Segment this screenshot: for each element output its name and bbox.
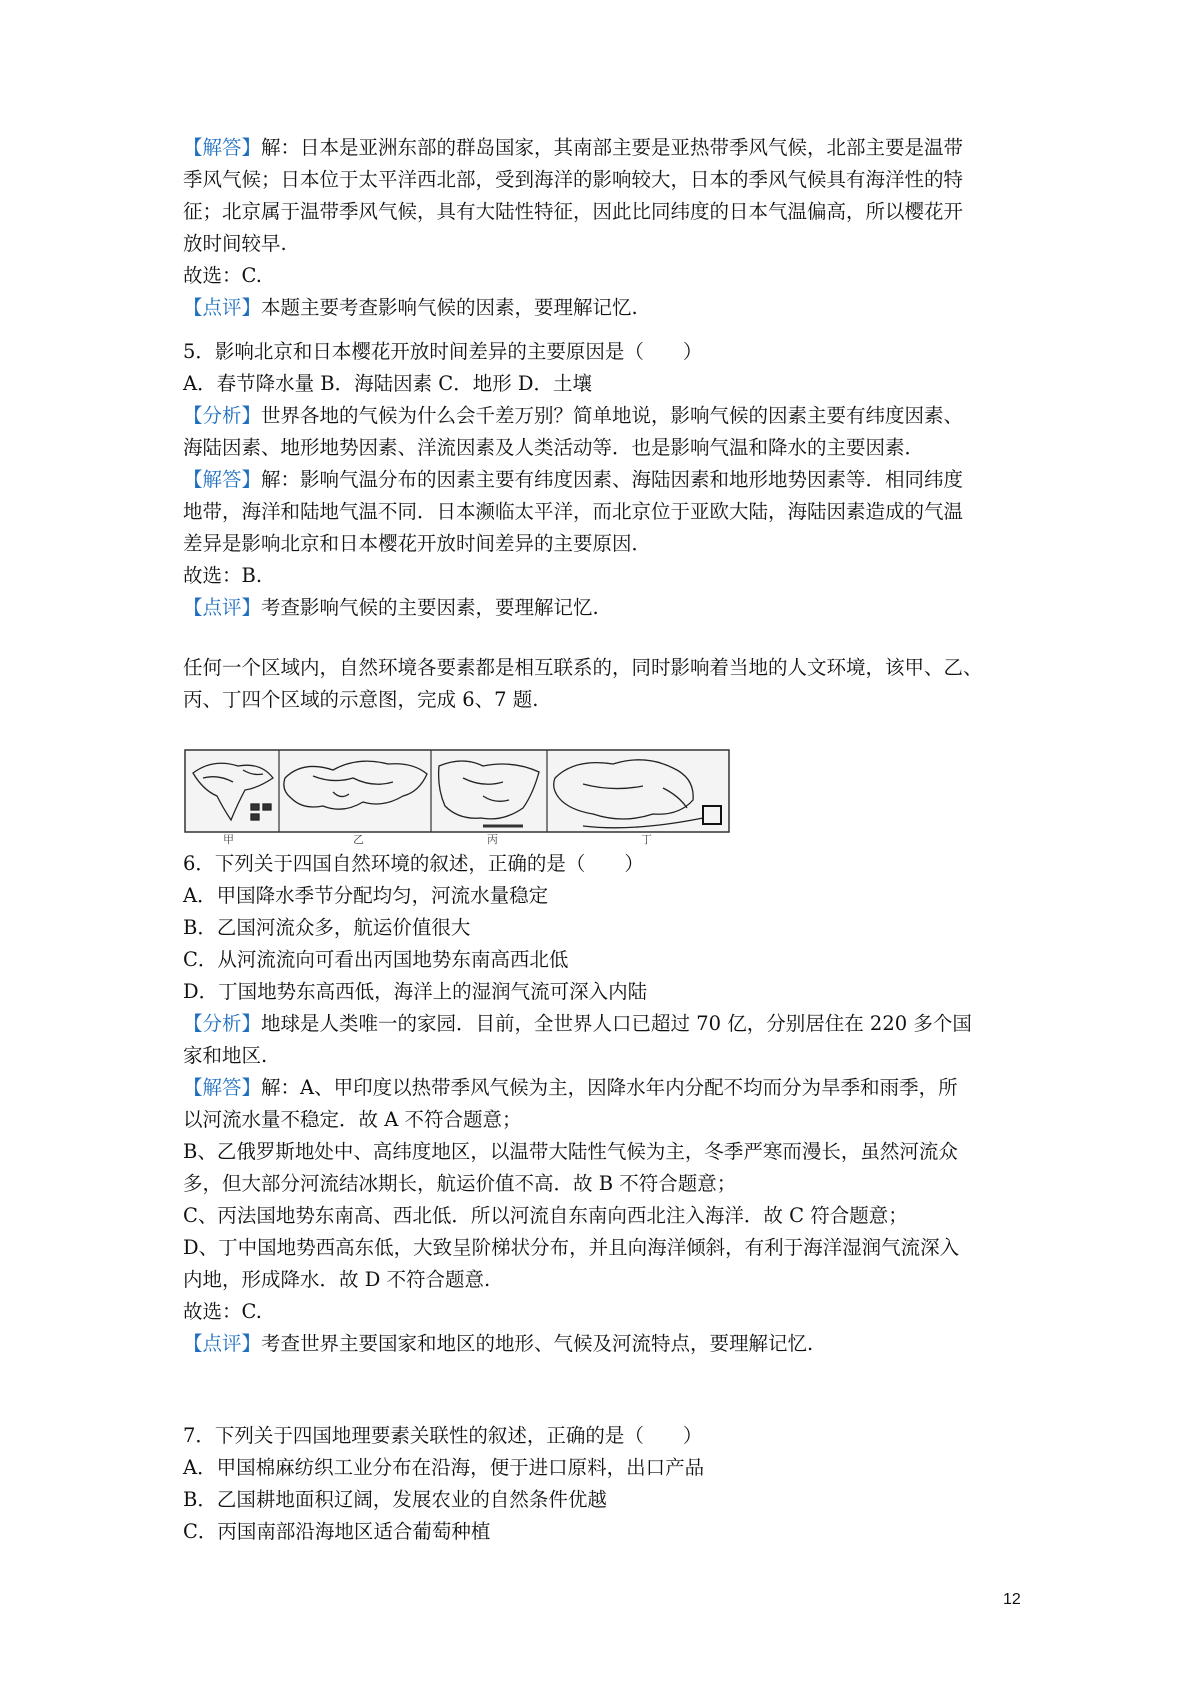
option-d: D．丁国地势东高西低，海洋上的湿润气流可深入内陆: [183, 980, 648, 1003]
question-5: [183, 336, 1028, 624]
answer-tag: 【解答】: [183, 136, 262, 159]
map-label-yi: 乙: [353, 833, 364, 845]
option-c: C．丙国南部沿海地区适合葡萄种植: [183, 1520, 491, 1543]
map-label-ding: 丁: [641, 833, 652, 845]
analysis-tag: 【分析】: [183, 404, 262, 427]
analysis-line: 家和地区.: [183, 1044, 268, 1067]
comment-tag: 【点评】: [183, 1332, 262, 1355]
comment-line: 【点评】考查世界主要国家和地区的地形、气候及河流特点，要理解记忆.: [183, 1332, 814, 1355]
answer-line: 【解答】解：日本是亚洲东部的群岛国家，其南部主要是亚热带季风气候，北部主要是温带: [183, 136, 964, 159]
analysis-tag: 【分析】: [183, 1012, 262, 1035]
page-number: 12: [1003, 1591, 1021, 1608]
choice-line: 故选：B.: [183, 564, 263, 587]
intro-paragraph: 任何一个区域内，自然环境各要素都是相互联系的，同时影响着当地的人文环境，该甲、乙、 丙、丁四个区域的示意图，完成 6、7 题.: [183, 656, 983, 711]
map-label-bing: 丙: [487, 833, 498, 845]
answer-block-q4: [183, 132, 1028, 324]
option-b: B．乙国耕地面积辽阔，发展农业的自然条件优越: [183, 1488, 607, 1511]
answer-line: C、丙法国地势东南高、西北低．所以河流自东南向西北注入海洋．故 C 符合题意；: [183, 1204, 908, 1227]
analysis-line: 【分析】地球是人类唯一的家园．目前，全世界人口已超过 70 亿，分别居住在 220 多个国: [183, 1012, 972, 1035]
answer-line: 征；北京属于温带季风气候，具有大陆性特征，因此比同纬度的日本气温偏高，所以樱花开: [183, 200, 964, 223]
answer-line: 季风气候；日本位于太平洋西北部，受到海洋的影响较大，日本的季风气候具有海洋性的特: [183, 168, 964, 191]
answer-line: 【解答】解：影响气温分布的因素主要有纬度因素、海陆因素和地形地势因素等．相同纬度: [183, 468, 964, 491]
answer-tag: 【解答】: [183, 1076, 262, 1099]
map-label-jia: 甲: [223, 833, 234, 845]
answer-line: 内地，形成降水．故 D 不符合题意.: [183, 1268, 491, 1291]
comment-tag: 【点评】: [183, 596, 262, 619]
question-7: [183, 1420, 1028, 1548]
region-maps-figure: [183, 748, 731, 845]
question-options: A．春节降水量 B．海陆因素 C．地形 D．土壤: [183, 372, 593, 395]
comment-tag: 【点评】: [183, 296, 262, 319]
analysis-line: 【分析】世界各地的气候为什么会千差万别？简单地说，影响气候的因素主要有纬度因素、: [183, 404, 964, 427]
comment-line: 【点评】本题主要考查影响气候的因素，要理解记忆.: [183, 296, 638, 319]
answer-line: 放时间较早.: [183, 232, 287, 255]
answer-line: 地带，海洋和陆地气温不同．日本濒临太平洋，而北京位于亚欧大陆，海陆因素造成的气温: [183, 500, 964, 523]
answer-line: 多，但大部分河流结冰期长，航运价值不高．故 B 不符合题意；: [183, 1172, 737, 1195]
option-c: C．从河流流向可看出丙国地势东南高西北低: [183, 948, 569, 971]
answer-line: 以河流水量不稳定．故 A 不符合题意；: [183, 1108, 522, 1131]
answer-tag: 【解答】: [183, 468, 262, 491]
question-text: 6．下列关于四国自然环境的叙述，正确的是（ ）: [183, 852, 644, 875]
analysis-line: 海陆因素、地形地势因素、洋流因素及人类活动等．也是影响气温和降水的主要因素．: [183, 436, 925, 459]
answer-line: 【解答】解：A、甲印度以热带季风气候为主，因降水年内分配不均而分为旱季和雨季，所: [183, 1076, 958, 1099]
answer-line: B、乙俄罗斯地处中、高纬度地区，以温带大陆性气候为主，冬季严寒而漫长，虽然河流众: [183, 1140, 958, 1163]
option-a: A．甲国降水季节分配均匀，河流水量稳定: [183, 884, 549, 907]
option-a: A．甲国棉麻纺织工业分布在沿海，便于进口原料，出口产品: [183, 1456, 705, 1479]
comment-line: 【点评】考查影响气候的主要因素，要理解记忆.: [183, 596, 599, 619]
choice-line: 故选：C.: [183, 1300, 262, 1323]
question-6: [183, 848, 1028, 1360]
question-text: 5．影响北京和日本樱花开放时间差异的主要原因是（ ）: [183, 340, 703, 363]
option-b: B．乙国河流众多，航运价值很大: [183, 916, 471, 939]
answer-line: 差异是影响北京和日本樱花开放时间差异的主要原因．: [183, 532, 652, 555]
question-text: 7．下列关于四国地理要素关联性的叙述，正确的是（ ）: [183, 1424, 703, 1447]
choice-line: 故选：C.: [183, 264, 262, 287]
answer-line: D、丁中国地势西高东低，大致呈阶梯状分布，并且向海洋倾斜，有利于海洋湿润气流深入: [183, 1236, 960, 1259]
